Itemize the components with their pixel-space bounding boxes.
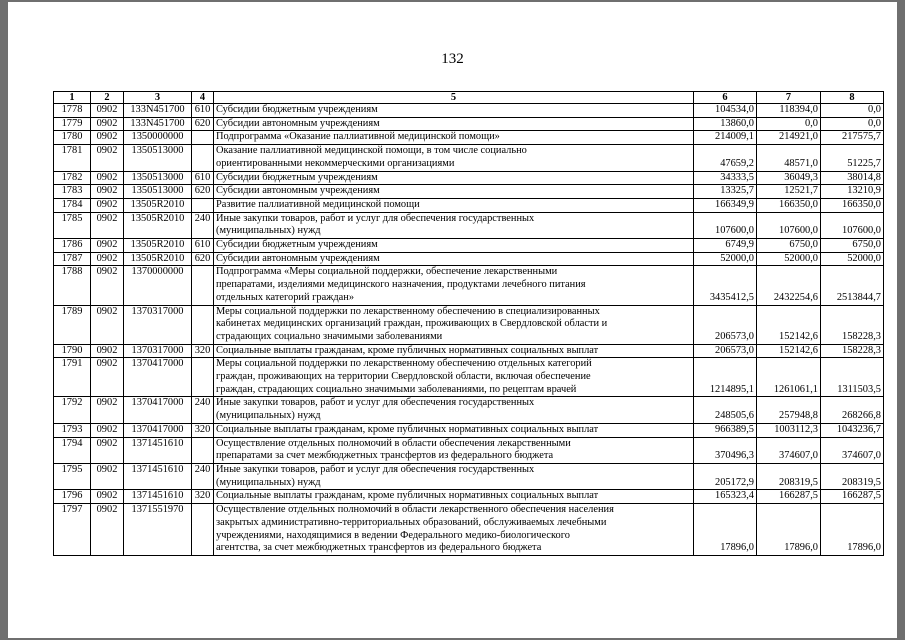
description-line: Субсидии бюджетным учреждениям — [216, 171, 378, 183]
section-code-cell: 0902 — [91, 252, 124, 266]
column-header: 8 — [821, 92, 884, 104]
section-code-cell: 0902 — [91, 198, 124, 212]
amount-col6-cell: 205172,9 — [694, 463, 757, 489]
expense-type-cell: 610 — [192, 171, 214, 185]
table-row — [54, 145, 884, 171]
description-cell — [214, 104, 694, 118]
expense-type-cell — [192, 437, 214, 463]
row-number-cell: 1784 — [54, 198, 91, 212]
description-line: агентства, за счет межбюджетных трансфертов из федерального бюджета — [216, 542, 542, 554]
description-line: Социальные выплаты гражданам, кроме публичных нормативных социальных выплат — [216, 423, 599, 435]
section-code-cell: 0902 — [91, 117, 124, 131]
description-cell — [214, 344, 694, 358]
amount-col8-cell: 158228,3 — [821, 344, 884, 358]
amount-col6-cell: 3435412,5 — [694, 266, 757, 305]
description-line: Подпрограмма «Меры социальной поддержки, обеспечение лекарственными — [216, 266, 558, 278]
amount-col8-cell: 208319,5 — [821, 463, 884, 489]
row-number-cell: 1788 — [54, 266, 91, 305]
table-row — [54, 104, 884, 118]
amount-col8-cell: 1043236,7 — [821, 423, 884, 437]
description-cell — [214, 305, 694, 344]
amount-col7-cell: 208319,5 — [757, 463, 821, 489]
section-code-cell: 0902 — [91, 239, 124, 253]
table-row — [54, 212, 884, 238]
amount-col7-cell: 17896,0 — [757, 504, 821, 556]
target-code-cell: 1370417000 — [124, 423, 192, 437]
row-number-cell: 1794 — [54, 437, 91, 463]
expense-type-cell — [192, 358, 214, 397]
description-line: учреждениями, находящимися в ведении Федерального медико-биологического — [216, 529, 570, 541]
table-row — [54, 504, 884, 556]
amount-col6-cell: 214009,1 — [694, 131, 757, 145]
expense-type-cell — [192, 266, 214, 305]
table-row — [54, 185, 884, 199]
amount-col7-cell: 1003112,3 — [757, 423, 821, 437]
table-row — [54, 239, 884, 253]
table-row — [54, 490, 884, 504]
row-number-cell: 1796 — [54, 490, 91, 504]
amount-col6-cell: 13325,7 — [694, 185, 757, 199]
target-code-cell: 1371551970 — [124, 504, 192, 556]
table-row — [54, 358, 884, 397]
amount-col7-cell: 48571,0 — [757, 145, 821, 171]
table-row — [54, 305, 884, 344]
target-code-cell: 133N451700 — [124, 104, 192, 118]
row-number-cell: 1793 — [54, 423, 91, 437]
table-row — [54, 397, 884, 423]
row-number-cell: 1797 — [54, 504, 91, 556]
description-cell — [214, 437, 694, 463]
amount-col7-cell: 36049,3 — [757, 171, 821, 185]
expense-type-cell: 610 — [192, 104, 214, 118]
row-number-cell: 1790 — [54, 344, 91, 358]
description-cell — [214, 185, 694, 199]
section-code-cell: 0902 — [91, 145, 124, 171]
description-line: Иные закупки товаров, работ и услуг для обеспечения государственных — [216, 463, 535, 475]
amount-col7-cell: 152142,6 — [757, 305, 821, 344]
amount-col6-cell: 34333,5 — [694, 171, 757, 185]
column-header: 2 — [91, 92, 124, 104]
budget-table — [53, 91, 884, 556]
expense-type-cell: 320 — [192, 344, 214, 358]
amount-col8-cell: 107600,0 — [821, 212, 884, 238]
section-code-cell: 0902 — [91, 131, 124, 145]
target-code-cell: 13505R2010 — [124, 212, 192, 238]
amount-col6-cell: 104534,0 — [694, 104, 757, 118]
expense-type-cell — [192, 198, 214, 212]
column-header: 1 — [54, 92, 91, 104]
section-code-cell: 0902 — [91, 397, 124, 423]
description-line: Субсидии бюджетным учреждениям — [216, 239, 378, 251]
target-code-cell: 1370317000 — [124, 344, 192, 358]
description-line: Социальные выплаты гражданам, кроме публичных нормативных социальных выплат — [216, 490, 599, 502]
amount-col8-cell: 52000,0 — [821, 252, 884, 266]
row-number-cell: 1782 — [54, 171, 91, 185]
target-code-cell: 13505R2010 — [124, 239, 192, 253]
description-line: препаратами за счет межбюджетных трансфертов из федерального бюджета — [216, 450, 554, 462]
amount-col8-cell: 0,0 — [821, 117, 884, 131]
amount-col8-cell: 166350,0 — [821, 198, 884, 212]
description-cell — [214, 171, 694, 185]
table-row — [54, 131, 884, 145]
amount-col7-cell: 152142,6 — [757, 344, 821, 358]
row-number-cell: 1780 — [54, 131, 91, 145]
column-header: 7 — [757, 92, 821, 104]
section-code-cell: 0902 — [91, 104, 124, 118]
page-number: 132 — [441, 51, 464, 67]
expense-type-cell: 320 — [192, 490, 214, 504]
description-line: Осуществление отдельных полномочий в области обеспечения лекарственными — [216, 437, 571, 449]
amount-col7-cell: 2432254,6 — [757, 266, 821, 305]
row-number-cell: 1792 — [54, 397, 91, 423]
description-line: граждан, проживающих на территории Свердловской области, включая обеспечение — [216, 371, 591, 383]
expense-type-cell — [192, 504, 214, 556]
amount-col6-cell: 107600,0 — [694, 212, 757, 238]
section-code-cell: 0902 — [91, 305, 124, 344]
description-cell — [214, 145, 694, 171]
amount-col8-cell: 17896,0 — [821, 504, 884, 556]
target-code-cell: 13505R2010 — [124, 198, 192, 212]
target-code-cell: 1370417000 — [124, 397, 192, 423]
amount-col8-cell: 1311503,5 — [821, 358, 884, 397]
table-row — [54, 171, 884, 185]
description-line: ориентированными некоммерческими организациями — [216, 157, 455, 169]
row-number-cell: 1791 — [54, 358, 91, 397]
amount-col7-cell: 118394,0 — [757, 104, 821, 118]
section-code-cell: 0902 — [91, 490, 124, 504]
description-line: Подпрограмма «Оказание паллиативной медицинской помощи» — [216, 131, 500, 143]
table-row — [54, 198, 884, 212]
row-number-cell: 1785 — [54, 212, 91, 238]
expense-type-cell: 620 — [192, 252, 214, 266]
description-cell — [214, 117, 694, 131]
section-code-cell: 0902 — [91, 185, 124, 199]
table-row — [54, 117, 884, 131]
document-page — [8, 2, 897, 638]
table-row — [54, 344, 884, 358]
description-line: кабинетах медицинских организаций граждан, проживающих в Свердловской области и — [216, 318, 608, 330]
amount-col7-cell: 1261061,1 — [757, 358, 821, 397]
amount-col6-cell: 13860,0 — [694, 117, 757, 131]
amount-col7-cell: 0,0 — [757, 117, 821, 131]
target-code-cell: 1371451610 — [124, 490, 192, 504]
description-cell — [214, 490, 694, 504]
column-header: 5 — [214, 92, 694, 104]
amount-col8-cell: 374607,0 — [821, 437, 884, 463]
description-cell — [214, 212, 694, 238]
amount-col6-cell: 1214895,1 — [694, 358, 757, 397]
description-line: Субсидии бюджетным учреждениям — [216, 104, 378, 115]
row-number-cell: 1783 — [54, 185, 91, 199]
description-line: Субсидии автономным учреждениям — [216, 252, 380, 264]
column-header: 4 — [192, 92, 214, 104]
description-line: Оказание паллиативной медицинской помощи, в том числе социально — [216, 145, 527, 157]
amount-col8-cell: 166287,5 — [821, 490, 884, 504]
amount-col6-cell: 206573,0 — [694, 344, 757, 358]
description-cell — [214, 423, 694, 437]
target-code-cell: 13505R2010 — [124, 252, 192, 266]
target-code-cell: 1370417000 — [124, 358, 192, 397]
row-number-cell: 1778 — [54, 104, 91, 118]
description-cell — [214, 239, 694, 253]
target-code-cell: 1350513000 — [124, 171, 192, 185]
amount-col7-cell: 12521,7 — [757, 185, 821, 199]
amount-col6-cell: 966389,5 — [694, 423, 757, 437]
description-line: Меры социальной поддержки по лекарственному обеспечению отдельных категорий — [216, 358, 592, 370]
table-row — [54, 437, 884, 463]
amount-col7-cell: 166287,5 — [757, 490, 821, 504]
amount-col7-cell: 52000,0 — [757, 252, 821, 266]
section-code-cell: 0902 — [91, 358, 124, 397]
description-cell — [214, 131, 694, 145]
amount-col7-cell: 374607,0 — [757, 437, 821, 463]
expense-type-cell: 620 — [192, 117, 214, 131]
amount-col8-cell: 2513844,7 — [821, 266, 884, 305]
target-code-cell: 1350513000 — [124, 185, 192, 199]
description-cell — [214, 397, 694, 423]
table-row — [54, 463, 884, 489]
column-header: 3 — [124, 92, 192, 104]
description-line: Меры социальной поддержки по лекарственному обеспечению в специализированных — [216, 305, 600, 317]
amount-col6-cell: 17896,0 — [694, 504, 757, 556]
description-line: Иные закупки товаров, работ и услуг для обеспечения государственных — [216, 212, 535, 224]
amount-col6-cell: 6749,9 — [694, 239, 757, 253]
amount-col6-cell: 166349,9 — [694, 198, 757, 212]
section-code-cell: 0902 — [91, 504, 124, 556]
section-code-cell: 0902 — [91, 266, 124, 305]
target-code-cell: 1370317000 — [124, 305, 192, 344]
description-line: отдельных категорий граждан» — [216, 291, 355, 303]
description-line: Развитие паллиативной медицинской помощи — [216, 198, 420, 210]
table-row — [54, 252, 884, 266]
expense-type-cell — [192, 305, 214, 344]
amount-col8-cell: 51225,7 — [821, 145, 884, 171]
description-line: Осуществление отдельных полномочий в области лекарственного обеспечения населения — [216, 504, 614, 516]
description-line: Социальные выплаты гражданам, кроме публичных нормативных социальных выплат — [216, 344, 599, 356]
description-line: Субсидии автономным учреждениям — [216, 185, 380, 197]
target-code-cell: 1350000000 — [124, 131, 192, 145]
amount-col6-cell: 165323,4 — [694, 490, 757, 504]
target-code-cell: 133N451700 — [124, 117, 192, 131]
description-line: страдающих социально значимыми заболеваниями — [216, 330, 443, 342]
description-line: (муниципальных) нужд — [216, 476, 321, 488]
amount-col8-cell: 268266,8 — [821, 397, 884, 423]
amount-col8-cell: 158228,3 — [821, 305, 884, 344]
section-code-cell: 0902 — [91, 344, 124, 358]
section-code-cell: 0902 — [91, 212, 124, 238]
expense-type-cell — [192, 131, 214, 145]
amount-col6-cell: 206573,0 — [694, 305, 757, 344]
description-cell — [214, 463, 694, 489]
amount-col8-cell: 13210,9 — [821, 185, 884, 199]
amount-col7-cell: 166350,0 — [757, 198, 821, 212]
target-code-cell: 1350513000 — [124, 145, 192, 171]
expense-type-cell — [192, 145, 214, 171]
expense-type-cell: 610 — [192, 239, 214, 253]
row-number-cell: 1795 — [54, 463, 91, 489]
amount-col8-cell: 6750,0 — [821, 239, 884, 253]
header-row — [54, 92, 884, 104]
table-row — [54, 423, 884, 437]
description-cell — [214, 198, 694, 212]
section-code-cell: 0902 — [91, 423, 124, 437]
description-line: Субсидии автономным учреждениям — [216, 117, 380, 129]
row-number-cell: 1789 — [54, 305, 91, 344]
column-header: 6 — [694, 92, 757, 104]
table-row — [54, 266, 884, 305]
row-number-cell: 1781 — [54, 145, 91, 171]
amount-col6-cell: 47659,2 — [694, 145, 757, 171]
description-line: закрытых административно-территориальных образований, обслуживаемых лечебными — [216, 516, 607, 528]
row-number-cell: 1779 — [54, 117, 91, 131]
target-code-cell: 1370000000 — [124, 266, 192, 305]
amount-col8-cell: 217575,7 — [821, 131, 884, 145]
description-cell — [214, 358, 694, 397]
section-code-cell: 0902 — [91, 463, 124, 489]
amount-col7-cell: 214921,0 — [757, 131, 821, 145]
description-cell — [214, 266, 694, 305]
expense-type-cell: 240 — [192, 397, 214, 423]
expense-type-cell: 240 — [192, 212, 214, 238]
expense-type-cell: 240 — [192, 463, 214, 489]
description-line: (муниципальных) нужд — [216, 225, 321, 237]
amount-col7-cell: 257948,8 — [757, 397, 821, 423]
amount-col7-cell: 6750,0 — [757, 239, 821, 253]
row-number-cell: 1786 — [54, 239, 91, 253]
target-code-cell: 1371451610 — [124, 463, 192, 489]
amount-col8-cell: 0,0 — [821, 104, 884, 118]
amount-col6-cell: 248505,6 — [694, 397, 757, 423]
description-cell — [214, 252, 694, 266]
description-cell — [214, 504, 694, 556]
amount-col7-cell: 107600,0 — [757, 212, 821, 238]
amount-col8-cell: 38014,8 — [821, 171, 884, 185]
amount-col6-cell: 52000,0 — [694, 252, 757, 266]
amount-col6-cell: 370496,3 — [694, 437, 757, 463]
row-number-cell: 1787 — [54, 252, 91, 266]
description-line: граждан, страдающих социально значимыми заболеваниями, по рецептам врачей — [216, 383, 577, 395]
expense-type-cell: 320 — [192, 423, 214, 437]
description-line: препаратами, изделиями медицинского назначения, продуктами лечебного питания — [216, 279, 586, 291]
section-code-cell: 0902 — [91, 171, 124, 185]
description-line: (муниципальных) нужд — [216, 410, 321, 422]
section-code-cell: 0902 — [91, 437, 124, 463]
target-code-cell: 1371451610 — [124, 437, 192, 463]
expense-type-cell: 620 — [192, 185, 214, 199]
description-line: Иные закупки товаров, работ и услуг для обеспечения государственных — [216, 397, 535, 409]
